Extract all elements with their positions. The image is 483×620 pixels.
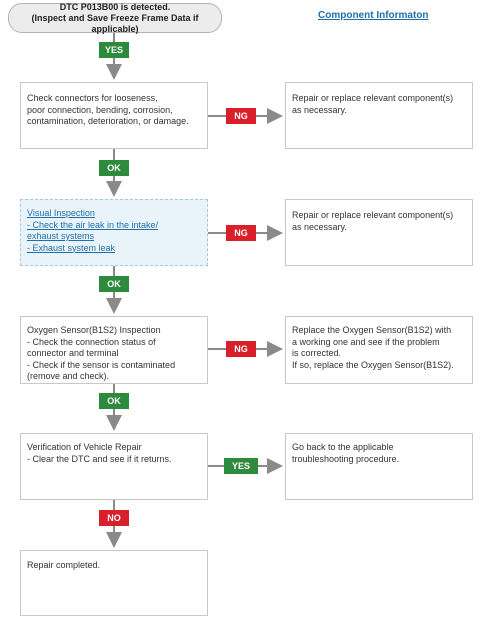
ng-badge-step2: NG [226, 225, 256, 241]
ok-badge-step2: OK [99, 276, 129, 292]
step1-line: Check connectors for looseness, [27, 93, 158, 103]
intake-exhaust-leak-link-cont[interactable]: exhaust systems [27, 231, 95, 241]
fail-action-line: is corrected. [292, 348, 342, 358]
step-connector-check [20, 82, 208, 149]
start-node [8, 3, 222, 33]
step3-line: (remove and check). [27, 371, 110, 381]
yes-action-line: troubleshooting procedure. [292, 453, 400, 464]
fail-action-line: Repair or replace relevant component(s) [292, 210, 454, 220]
fail-action-line: Replace the Oxygen Sensor(B1S2) with [292, 325, 452, 335]
step1-line: poor connection, bending, corrosion, [27, 104, 173, 115]
fail-action-line: as necessary. [292, 104, 347, 115]
ng-badge-step1: NG [226, 108, 256, 124]
end-text: Repair completed. [27, 560, 101, 570]
component-information-link[interactable]: Component Informaton [318, 10, 429, 21]
step-verification [20, 433, 208, 500]
step1-fail-action [285, 82, 473, 149]
step4-line: Verification of Vehicle Repair [27, 442, 142, 452]
start-title: DTC P013B00 is detected. [59, 1, 171, 12]
end-node [20, 550, 208, 616]
start-subtitle: (Inspect and Save Freeze Frame Data if applicable) [31, 12, 199, 34]
fail-action-line: If so, replace the Oxygen Sensor(B1S2). [292, 359, 454, 370]
fail-action-line: Repair or replace relevant component(s) [292, 93, 454, 103]
yes-badge-step4: YES [224, 458, 258, 474]
fail-action-line: as necessary. [292, 221, 347, 232]
ng-badge-step3: NG [226, 341, 256, 357]
step-oxygen-sensor-inspection [20, 316, 208, 384]
yes-action-line: Go back to the applicable [292, 442, 394, 452]
exhaust-leak-link[interactable]: - Exhaust system leak [27, 242, 116, 253]
visual-inspection-link[interactable]: Visual Inspection [27, 208, 95, 218]
no-badge-step4: NO [99, 510, 129, 526]
yes-badge-start: YES [99, 42, 129, 58]
step3-line: - Check the connection status of [27, 336, 156, 347]
step3-fail-action [285, 316, 473, 384]
ok-badge-step1: OK [99, 160, 129, 176]
intake-exhaust-leak-link[interactable]: - Check the air leak in the intake/ [27, 219, 159, 230]
step3-line: Oxygen Sensor(B1S2) Inspection [27, 325, 161, 335]
step3-line: - Check if the sensor is contaminated [27, 359, 176, 370]
step1-line: contamination, deterioration, or damage. [27, 116, 189, 126]
step2-fail-action [285, 199, 473, 266]
ok-badge-step3: OK [99, 393, 129, 409]
fail-action-line: a working one and see if the problem [292, 336, 440, 347]
step4-yes-action [285, 433, 473, 500]
step-visual-inspection [20, 199, 208, 266]
step4-line: - Clear the DTC and see if it returns. [27, 453, 172, 464]
step3-line: connector and terminal [27, 348, 119, 358]
